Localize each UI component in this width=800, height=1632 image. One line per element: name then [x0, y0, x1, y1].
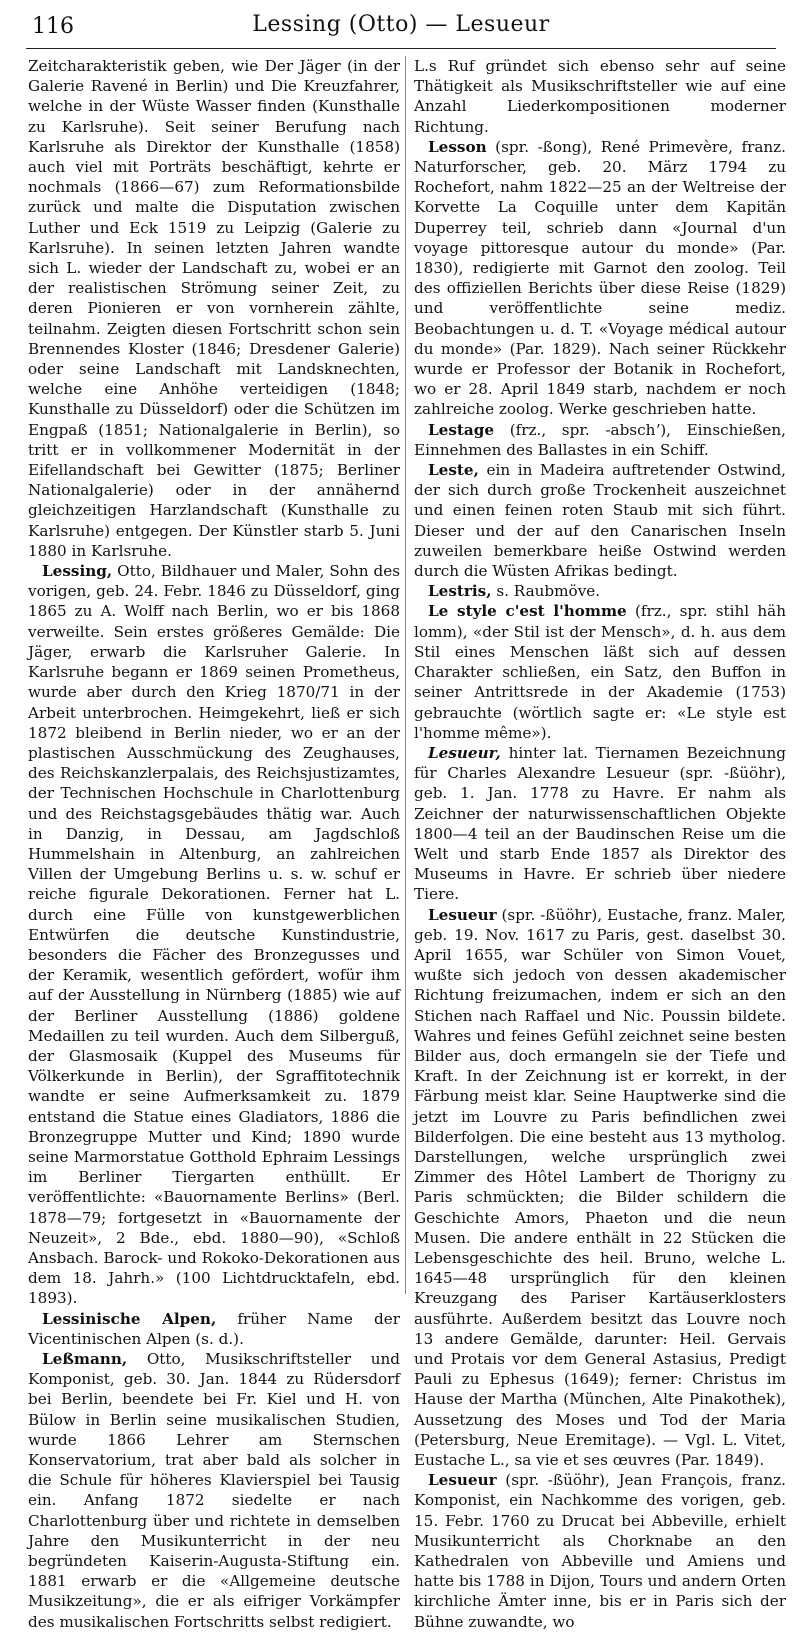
headword: Lestage	[428, 420, 495, 439]
headword: Lesueur	[428, 905, 497, 924]
headword: Lestris,	[428, 582, 492, 601]
entry-continuation: L.s Ruf gründet sich ebenso sehr auf seine Thätigkeit als Musikschriftsteller wie auf eine Anzahl Liederkompositionen moderner Richtung.	[414, 57, 786, 136]
entry-lessing-otto	[28, 561, 400, 1309]
entry-text: (spr. -ßüöhr), Jean François, franz. Komponist, ein Nachkomme des vorigen, geb. 15. Febr. 1760 zu Drucat bei Abbeville, erhielt Musikunterricht als Chorknabe an den Kathedralen von Abbeville und Amiens und hatte bis 1788 in Dijon, Tours und andern Orten kirchliche Ämter inne, bis er in Paris sich der Bühne zuwandte, wo	[414, 1471, 786, 1631]
left-column	[28, 56, 401, 1631]
entry-lesueur-jean-francois	[414, 1470, 786, 1632]
header-rule	[26, 48, 776, 49]
entry-text: hinter lat. Tiernamen Bezeichnung für Charles Alexandre Lesueur (spr. -ßüöhr), geb. 1. Jan. 1778 zu Havre. Er nahm als Zeichner der naturwissenschaftlichen Objekte 1800—4 teil an der Baudinschen Reise um die Welt und starb Ende 1857 als Direktor des Museums in Havre. Er schrieb über niedere Tiere.	[414, 743, 786, 904]
entry-text: s. Raubmöve.	[496, 582, 601, 601]
entry-text: (spr. -ßong), René Primevère, franz. Naturforscher, geb. 20. März 1794 zu Rochefort, nahm 1822—25 an der Weltreise der Korvette La Coquille unter dem Kapitän Duperrey teil, schrieb dann «Journal d'un voyage pittoresque autour du monde» (Par. 1830), redigierte mit Garnot den zoolog. Teil des offiziellen Berichts über diese Reise (1829) und veröffentlichte seine mediz. Beobachtungen u. d. T. «Voyage médical autour du monde» (Par. 1829). Nach seiner Rückkehr wurde er Professor der Botanik in Rochefort, wo er 28. April 1849 starb, nachdem er noch zahlreiche zoolog. Werke geschrieben hatte.	[414, 137, 786, 419]
headword: Leste,	[428, 461, 479, 480]
entry-text: Otto, Bildhauer und Maler, Sohn des vorigen, geb. 24. Febr. 1846 zu Düsseldorf, ging 1865 zu A. Wolff nach Berlin, wo er bis 1868 verweilte. Sein erstes größeres Gemälde: Die Jäger, erwarb die Karlsruher Galerie. In Karlsruhe begann er 1869 seinen Prometheus, wurde aber durch den Krieg 1870/71 in der Arbeit unterbrochen. Heimgekehrt, ließ er sich 1872 bleibend in Berlin nieder, wo er an der plastischen Ausschmückung des Zeughauses, des Reichskanzlerpalais, des Reichsjustizamtes, der Technischen Hochschule in Charlottenburg und des Reichstagsgebäudes thätig war. Auch in Danzig, in Dessau, am Jagdschloß Hummelshain in Altenburg, an zahlreichen Villen der Umgebung Berlins u. s. w. schuf er reiche figurale Dekorationen. Ferner hat L. durch eine Fülle von kunstgewerblichen Entwürfen die deutsche Kunstindustrie, besonders die Fächer des Bronzegusses und der Keramik, wesentlich gefördert, wofür ihm auf der Ausstellung in Nürnberg (1885) wie auf der Berliner Ausstellung (1886) goldene Medaillen zu teil wurden. Auch dem Silberguß, der Glasmosaik (Kuppel des Museums für Völkerkunde in Berlin), der Sgraffitotechnik wandte er seine Aufmerksamkeit zu. 1879 entstand die Statue eines Gladiators, 1886 die Bronzegruppe Mutter und Kind; 1890 wurde seine Marmorstatue Gotthold Ephraim Lessings im Berliner Tiergarten enthüllt. Er veröffentlichte: «Bauornamente Berlins» (Berl. 1878—79; fortgesetzt in «Bauornamente der Neuzeit», 2 Bde., ebd. 1880—90), «Schloß Ansbach. Barock- und Rokoko-Dekorationen aus dem 18. Jahrh.» (100 Lichtdrucktafeln, ebd. 1893).	[28, 562, 401, 1308]
headword: Lesueur,	[428, 743, 501, 762]
entry-text: (spr. -ßüöhr), Eustache, franz. Maler, geb. 19. Nov. 1617 zu Paris, gest. daselbst 30. April 1655, war Schüler von Simon Vouet, wußte sich jedoch von dessen akademischer Richtung freizumachen, indem er sich an den Stichen nach Raffael und Nic. Poussin bildete. Wahres und feines Gefühl zeichnet seine besten Bilder aus, doch ermangeln sie der Tiefe und Kraft. In der Zeichnung ist er korrekt, in der Färbung meist klar. Seine Hauptwerke sind die jetzt im Louvre zu Paris befindlichen zwei Bilderfolgen. Die eine besteht aus 13 mytholog. Darstellungen, welche ursprünglich zwei Zimmer des Hôtel Lambert de Thorigny zu Paris schmückten; die Bilder schildern die Geschichte Amors, Phaeton und die neun Musen. Die andere enthält in 22 Stücken die Lebensgeschichte des heil. Bruno, welche L. 1645—48 ursprünglich für den kleinen Kreuzgang des Pariser Kartäuserklosters ausführte. Außerdem besitzt das Louvre noch 13 andere Gemälde, darunter: Heil. Gervais und Protais vor dem General Astasius, Predigt Pauli zu Ephesus (1649); ferner: Christus im Hause der Martha (München, Alte Pinakothek), Aussetzung des Moses und Tod der Maria (Petersburg, Neue Eremitage). — Vgl. L. Vitet, Eustache L., sa vie et ses œuvres (Par. 1849).	[414, 905, 787, 1470]
entry-text: früher Name der Vicentinischen Alpen (s. d.).	[28, 1309, 400, 1348]
entry-lesson	[414, 137, 786, 420]
entry-text: (frz., spr. -abschʼ), Einschießen, Einnehmen des Ballastes in ein Schiff.	[414, 420, 786, 459]
entry-text: ein in Madeira auftretender Ostwind, der sich durch große Trockenheit auszeichnet und einen feinen roten Staub mit sich führt. Dieser und der auf den Canarischen Inseln zuweilen bemerkbare heiße Ostwind werden durch die Wüsten Afrikas bedingt.	[414, 461, 786, 581]
entry-continuation: Zeitcharakteristik geben, wie Der Jäger (in der Galerie Ravené in Berlin) und Die Kreuzfahrer, welche in der Wüste Wasser finden (Kunsthalle zu Karlsruhe). Seit seiner Berufung nach Karlsruhe als Direktor der Kunsthalle (1858) auch viel mit Porträts beschäftigt, kehrte er nochmals (1866—67) zum Reformationsbilde zurück und malte die Disputation zwischen Luther und Eck 1519 zu Leipzig (Galerie zu Karlsruhe). In seinen letzten Jahren wandte sich L. wieder der Landschaft zu, wobei er an der realistischen Strömung seiner Zeit, zu deren Pionieren er von vornherein zählte, teilnahm. Zeigten diesen Fortschritt schon sein Brennendes Kloster (1846; Dresdener Galerie) oder seine Landschaft mit Landsknechten, welche eine Anhöhe verteidigen (1848; Kunsthalle zu Düsseldorf) oder die Schützen im Engpaß (1851; Nationalgalerie in Berlin), so tritt er in vollkommener Modernität in der Eifellandschaft bei Gewitter (1875; Berliner Nationalgalerie) oder in der annähernd gleichzeitigen Harzlandschaft (Kunsthalle zu Karlsruhe) entgegen. Der Künstler starb 5. Juni 1880 in Karlsruhe.	[28, 57, 400, 560]
entry-lesueur-eustache	[414, 905, 786, 1471]
entry-text: (frz., spr. stihl häh lomm), «der Stil ist der Mensch», d. h. aus dem Stil eines Menschen läßt sich auf dessen Charakter schließen, ein Satz, den Buffon in seiner Antrittsrede in der Akademie (1753) gebrauchte (wörtlich sagte er: «Le style est l'homme même»).	[414, 602, 786, 742]
right-column	[414, 56, 787, 1631]
entry-leste	[414, 460, 786, 581]
headword: Leßmann,	[42, 1350, 128, 1368]
headword: Lessinische Alpen,	[42, 1309, 217, 1328]
entry-lestage	[414, 420, 786, 460]
entry-text: Otto, Musikschriftsteller und Komponist, geb. 30. Jan. 1844 zu Rüdersdorf bei Berlin, beendete bei Fr. Kiel und H. von Bülow in Berlin seine musikalischen Studien, wurde 1866 Lehrer am Sternschen Konservatorium, trat aber bald als solcher in die Schule für höheres Klavierspiel bei Tausig ein. Anfang 1872 siedelte er nach Charlottenburg über und richtete in demselben Jahre den Musikunterricht in der neu begründeten Kaiserin-Augusta-Stiftung ein. 1881 erwarb er die «Allgemeine deutsche Musikzeitung», die er als eifriger Vorkämpfer des musikalischen Fortschritts selbst redigiert.	[28, 1350, 401, 1631]
entry-le-style	[414, 601, 786, 742]
entry-lessmann	[28, 1349, 400, 1632]
running-head: Lessing (Otto) — Lesueur	[252, 12, 550, 37]
entry-lesueur-abbr	[414, 743, 786, 905]
page-number: 116	[32, 14, 74, 39]
column-divider	[405, 56, 406, 1294]
headword: Lessing,	[42, 562, 113, 581]
entry-lessinische-alpen	[28, 1309, 400, 1349]
entry-lestris	[414, 581, 786, 601]
headword: Lesueur	[428, 1471, 497, 1490]
page-header	[26, 10, 776, 50]
headword: Le style c'est l'homme	[428, 602, 627, 621]
headword: Lesson	[428, 137, 487, 156]
